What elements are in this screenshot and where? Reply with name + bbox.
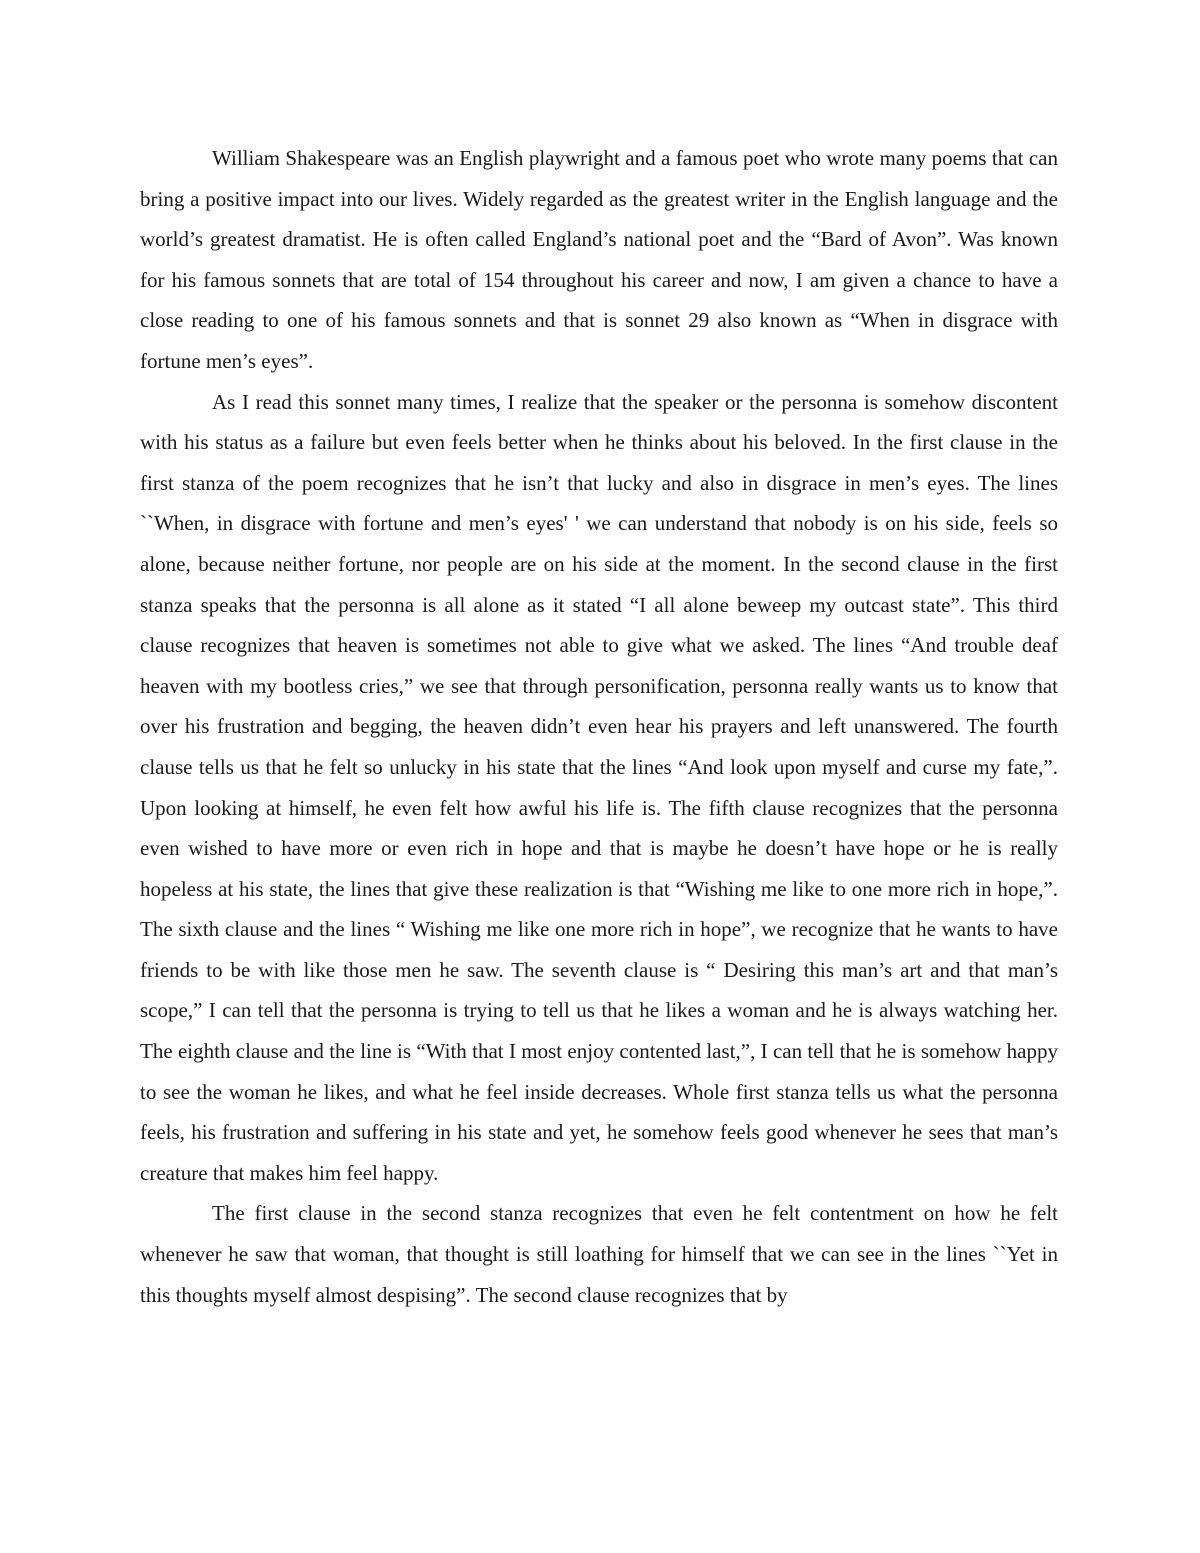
document-body bbox=[140, 138, 1058, 1315]
paragraph-first-stanza-analysis: As I read this sonnet many times, I realize that the speaker or the personna is somehow discontent with his status as a failure but even feels better when he thinks about his beloved. In the first clause in the first stanza of the poem recognizes that he isn’t that lucky and also in disgrace in men’s eyes. The lines ``When, in disgrace with fortune and men’s eyes' ' we can understand that nobody is on his side, feels so alone, because neither fortune, nor people are on his side at the moment. In the second clause in the first stanza speaks that the personna is all alone as it stated “I all alone beweep my outcast state”. This third clause recognizes that heaven is sometimes not able to give what we asked. The lines “And trouble deaf heaven with my bootless cries,” we see that through personification, personna really wants us to know that over his frustration and begging, the heaven didn’t even hear his prayers and left unanswered. The fourth clause tells us that he felt so unlucky in his state that the lines “And look upon myself and curse my fate,”. Upon looking at himself, he even felt how awful his life is. The fifth clause recognizes that the personna even wished to have more or even rich in hope and that is maybe he doesn’t have hope or he is really hopeless at his state, the lines that give these realization is that “Wishing me like to one more rich in hope,”. The sixth clause and the lines “ Wishing me like one more rich in hope”, we recognize that he wants to have friends to be with like those men he saw. The seventh clause is “ Desiring this man’s art and that man’s scope,” I can tell that the personna is trying to tell us that he likes a woman and he is always watching her. The eighth clause and the line is “With that I most enjoy contented last,”, I can tell that he is somehow happy to see the woman he likes, and what he feel inside decreases. Whole first stanza tells us what the personna feels, his frustration and suffering in his state and yet, he somehow feels good whenever he sees that man’s creature that makes him feel happy. bbox=[140, 389, 1058, 1185]
paragraph-second-stanza-analysis: The first clause in the second stanza recognizes that even he felt contentment on how he felt whenever he saw that woman, that thought is still loathing for himself that we can see in the lines ``Yet in this thoughts myself almost despising”. The second clause recognizes that by bbox=[140, 1201, 1058, 1307]
paragraph-intro: William Shakespeare was an English playwright and a famous poet who wrote many poems that can bring a positive impact into our lives. Widely regarded as the greatest writer in the English language and the world’s greatest dramatist. He is often called England’s national poet and the “Bard of Avon”. Was known for his famous sonnets that are total of 154 throughout his career and now, I am given a chance to have a close reading to one of his famous sonnets and that is sonnet 29 also known as “When in disgrace with fortune men’s eyes”. bbox=[140, 146, 1058, 373]
